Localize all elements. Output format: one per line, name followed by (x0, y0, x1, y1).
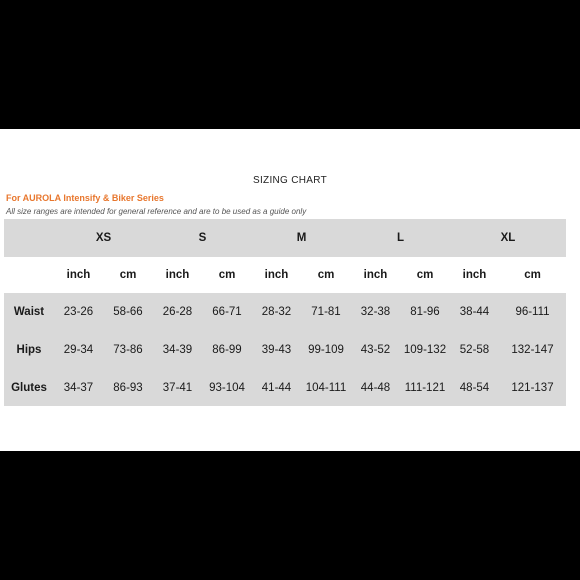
table-cell: 34-37 (54, 369, 103, 406)
table-cell: 38-44 (450, 293, 499, 331)
table-cell: 48-54 (450, 369, 499, 406)
unit-header-xl-inch: inch (462, 269, 487, 281)
size-header-l: L (351, 219, 450, 257)
unit-header-l-cm: cm (416, 269, 434, 281)
table-cell: 23-26 (54, 293, 103, 331)
table-cell: 29-34 (54, 331, 103, 369)
unit-header-s-cm: cm (218, 269, 236, 281)
table-cell: 99-109 (301, 331, 351, 369)
table-cell: 132-147 (499, 331, 566, 369)
table-cell: 26-28 (153, 293, 202, 331)
unit-header-l-inch: inch (363, 269, 388, 281)
unit-header-xl-cm: cm (524, 269, 541, 281)
table-cell: 96-111 (499, 293, 566, 331)
table-cell: 111-121 (400, 369, 450, 406)
size-header-xs: XS (54, 219, 153, 257)
unit-header-corner (4, 257, 54, 293)
table-cell: 86-93 (103, 369, 153, 406)
table-cell: 73-86 (103, 331, 153, 369)
unit-header-xs-cm: cm (119, 269, 137, 281)
unit-header-m-inch: inch (264, 269, 289, 281)
table-cell: 121-137 (499, 369, 566, 406)
table-cell: 37-41 (153, 369, 202, 406)
size-header-corner (4, 219, 54, 257)
size-table (0, 129, 580, 451)
size-header-xl: XL (450, 219, 566, 257)
table-cell: 104-111 (301, 369, 351, 406)
sizing-chart-panel (0, 129, 580, 451)
size-header-s: S (153, 219, 252, 257)
unit-header-xs-inch: inch (66, 269, 91, 281)
row-label-waist: Waist (4, 293, 54, 331)
row-label-hips: Hips (4, 331, 54, 369)
table-cell: 71-81 (301, 293, 351, 331)
page-title: SIZING CHART (253, 175, 327, 186)
table-cell: 81-96 (400, 293, 450, 331)
table-cell: 66-71 (202, 293, 252, 331)
table-cell: 44-48 (351, 369, 400, 406)
table-cell: 34-39 (153, 331, 202, 369)
row-label-glutes: Glutes (4, 369, 54, 406)
table-cell: 43-52 (351, 331, 400, 369)
table-cell: 109-132 (400, 331, 450, 369)
table-cell: 93-104 (202, 369, 252, 406)
unit-header-m-cm: cm (317, 269, 335, 281)
table-cell: 86-99 (202, 331, 252, 369)
unit-header-s-inch: inch (165, 269, 190, 281)
guide-note: All size ranges are intended for general reference and are to be used as a guide only (6, 207, 307, 216)
table-cell: 28-32 (252, 293, 301, 331)
table-cell: 32-38 (351, 293, 400, 331)
table-cell: 58-66 (103, 293, 153, 331)
table-cell: 41-44 (252, 369, 301, 406)
table-cell: 39-43 (252, 331, 301, 369)
series-subtitle: For AUROLA Intensify & Biker Series (6, 193, 164, 203)
size-header-m: M (252, 219, 351, 257)
table-cell: 52-58 (450, 331, 499, 369)
